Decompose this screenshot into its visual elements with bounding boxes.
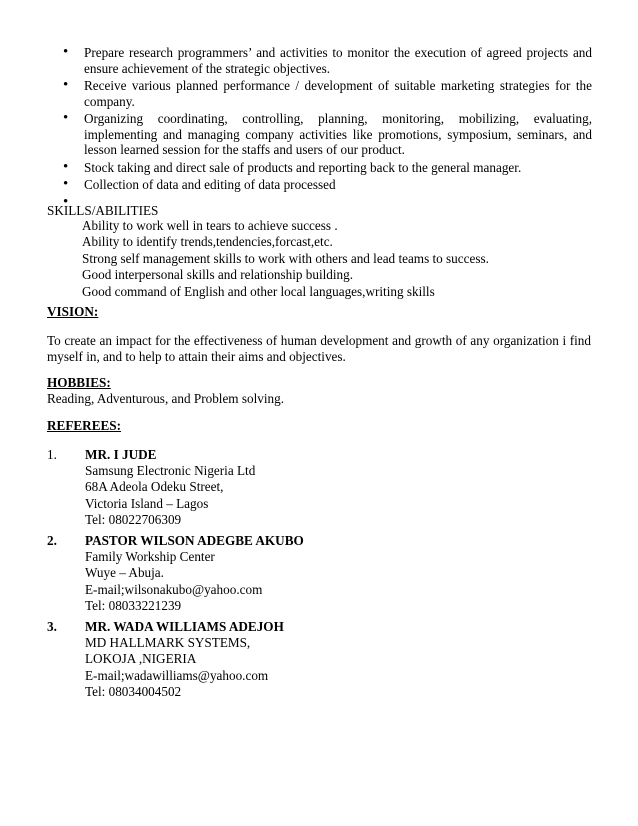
bullet-item: • Prepare research programmers’ and activities to monitor the execution of agreed projects and ensure achievement of the strategic objectives. bbox=[60, 45, 592, 76]
skill-item: Ability to work well in tears to achieve success . bbox=[82, 218, 338, 233]
bullet-item: • Organizing coordinating, controlling, planning, monitoring, mobilizing, evaluating, implementing and managing company activities like promotions, symposium, seminars, and lesson learned session for the staffs and users of our product. bbox=[60, 111, 592, 158]
bullet-item: • Collection of data and editing of data processed bbox=[60, 177, 592, 193]
referee-line: Victoria Island – Lagos bbox=[85, 495, 209, 511]
skills-list bbox=[82, 218, 489, 300]
skill-item: Strong self management skills to work with others and lead teams to success. bbox=[82, 250, 489, 266]
skill-item: Good interpersonal skills and relationship building. bbox=[82, 267, 354, 283]
referees-heading: REFEREES: bbox=[47, 418, 122, 433]
vision-heading: VISION: bbox=[47, 304, 99, 319]
referee-line: Wuye – Abuja. bbox=[85, 565, 164, 581]
referee-line: Family Workship Center bbox=[85, 549, 215, 565]
referee-line: MD HALLMARK SYSTEMS, bbox=[85, 635, 251, 651]
referee-name: MR. WADA WILLIAMS ADEJOH bbox=[85, 619, 284, 634]
referee-name: MR. I JUDE bbox=[85, 447, 157, 462]
hobbies-heading: HOBBIES: bbox=[47, 375, 111, 390]
referee-number: 2. bbox=[47, 533, 57, 548]
referee-line: LOKOJA ,NIGERIA bbox=[85, 651, 197, 667]
bullet-item: • Receive various planned performance / development of suitable marketing strategies for the company. bbox=[60, 78, 592, 109]
referee-number: 1. bbox=[47, 447, 57, 462]
skill-item: Good command of English and other local languages,writing skills bbox=[82, 283, 435, 299]
hobbies-text: Reading, Adventurous, and Problem solving. bbox=[47, 391, 284, 406]
referee-line: Samsung Electronic Nigeria Ltd bbox=[85, 463, 256, 479]
referee-line: Tel: 08033221239 bbox=[85, 597, 182, 613]
skill-item: Ability to identify trends,tendencies,forcast,etc. bbox=[82, 234, 333, 250]
referee-line: Tel: 08022706309 bbox=[85, 511, 182, 527]
referee-line: E-mail;wadawilliams@yahoo.com bbox=[85, 667, 269, 683]
referee-line: Tel: 08034004502 bbox=[85, 683, 182, 699]
bullet-item: • Stock taking and direct sale of products and reporting back to the general manager. bbox=[60, 160, 592, 176]
referee-name: PASTOR WILSON ADEGBE AKUBO bbox=[85, 533, 304, 548]
referee-line: E-mail;wilsonakubo@yahoo.com bbox=[85, 581, 263, 597]
vision-text: To create an impact for the effectiveness of human development and growth of any organization i find myself in, and to help to attain their aims and objectives. bbox=[47, 333, 591, 364]
referee-line: 68A Adeola Odeku Street, bbox=[85, 479, 224, 495]
referee-number: 3. bbox=[47, 619, 57, 634]
duties-bullet-list bbox=[60, 45, 592, 212]
skills-title: SKILLS/ABILITIES bbox=[47, 203, 159, 218]
